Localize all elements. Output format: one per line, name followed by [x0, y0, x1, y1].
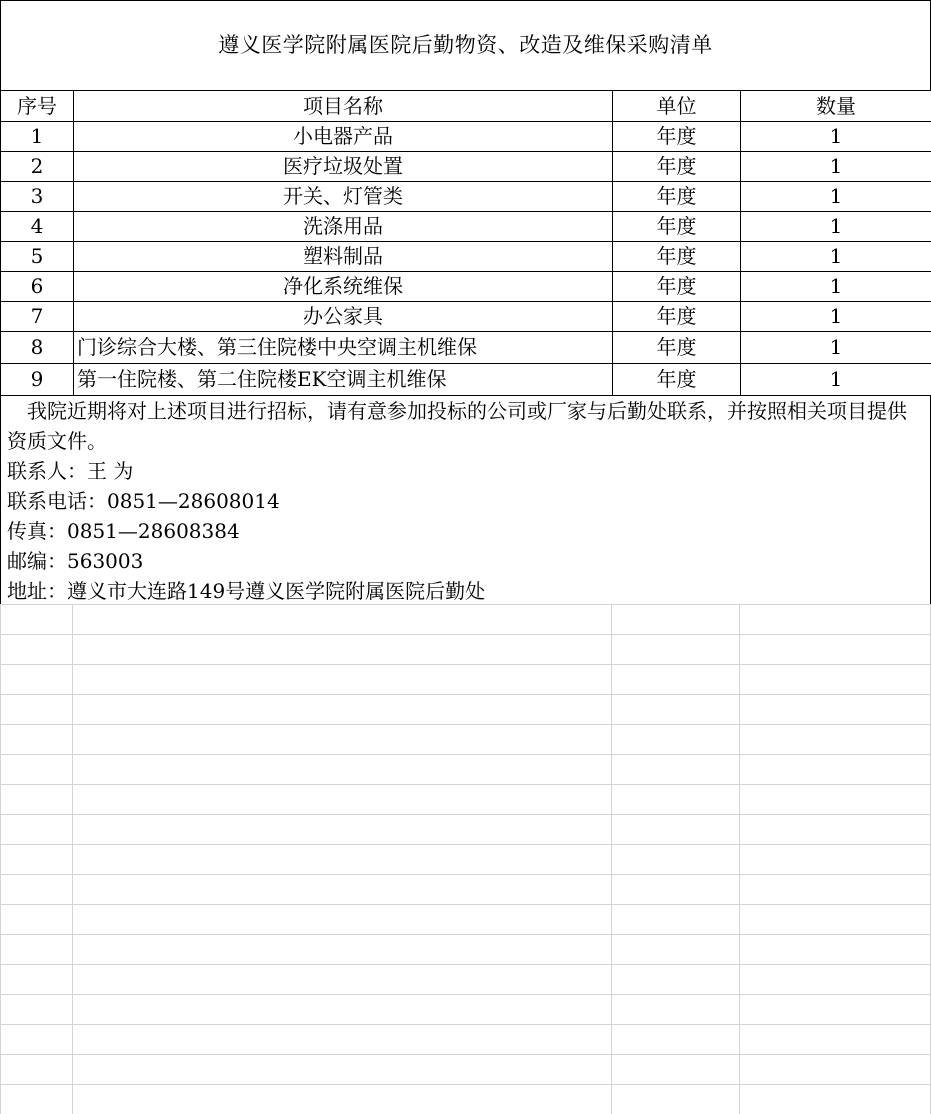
contact-fax: 传真：0851—28608384: [7, 519, 240, 543]
row-name[interactable]: 净化系统维保: [74, 272, 613, 302]
notice-cell[interactable]: [0, 396, 931, 604]
row-name[interactable]: 洗涤用品: [74, 212, 613, 242]
row-index[interactable]: 2: [1, 152, 74, 182]
row-name[interactable]: 第一住院楼、第二住院楼EK空调主机维保: [74, 364, 613, 396]
contact-person: 联系人：王 为: [7, 459, 134, 483]
header-name[interactable]: 项目名称: [74, 91, 613, 122]
row-unit[interactable]: 年度: [613, 212, 741, 242]
row-unit[interactable]: 年度: [613, 302, 741, 332]
row-index[interactable]: 9: [1, 364, 74, 396]
table-row: [1, 272, 931, 302]
table-row: [1, 152, 931, 182]
row-quantity[interactable]: 1: [741, 302, 931, 332]
row-index[interactable]: 5: [1, 242, 74, 272]
row-quantity[interactable]: 1: [741, 272, 931, 302]
row-name[interactable]: 塑料制品: [74, 242, 613, 272]
grid-column-line: [72, 604, 73, 1114]
row-index[interactable]: 6: [1, 272, 74, 302]
row-index[interactable]: 7: [1, 302, 74, 332]
row-name[interactable]: 医疗垃圾处置: [74, 152, 613, 182]
row-quantity[interactable]: 1: [741, 152, 931, 182]
header-index[interactable]: 序号: [1, 91, 74, 122]
row-quantity[interactable]: 1: [741, 212, 931, 242]
grid-column-line: [739, 604, 740, 1114]
row-unit[interactable]: 年度: [613, 122, 741, 152]
row-quantity[interactable]: 1: [741, 364, 931, 396]
grid-column-line: [611, 604, 612, 1114]
notice-paragraph: 我院近期将对上述项目进行招标，请有意参加投标的公司或厂家与后勤处联系，并按照相关项目提供资质文件。: [7, 399, 907, 453]
table-row: [1, 242, 931, 272]
contact-phone: 联系电话：0851—28608014: [7, 489, 280, 513]
row-name[interactable]: 开关、灯管类: [74, 182, 613, 212]
table-row: [1, 212, 931, 242]
grid-column-line: [0, 604, 1, 1114]
row-index[interactable]: 1: [1, 122, 74, 152]
row-quantity[interactable]: 1: [741, 122, 931, 152]
empty-cell-grid[interactable]: [0, 604, 931, 1114]
table-row: [1, 302, 931, 332]
row-index[interactable]: 4: [1, 212, 74, 242]
table-row: [1, 332, 931, 364]
document-title: 遵义医学院附属医院后勤物资、改造及维保采购清单: [218, 33, 713, 57]
row-quantity[interactable]: 1: [741, 182, 931, 212]
row-unit[interactable]: 年度: [613, 182, 741, 212]
row-unit[interactable]: 年度: [613, 242, 741, 272]
row-index[interactable]: 3: [1, 182, 74, 212]
row-name[interactable]: 小电器产品: [74, 122, 613, 152]
row-unit[interactable]: 年度: [613, 152, 741, 182]
contact-address: 地址：遵义市大连路149号遵义医学院附属医院后勤处: [7, 579, 486, 603]
row-unit[interactable]: 年度: [613, 332, 741, 364]
table-header-row: [1, 91, 931, 122]
header-quantity[interactable]: 数量: [741, 91, 931, 122]
procurement-table: [0, 90, 931, 396]
row-name[interactable]: 办公家具: [74, 302, 613, 332]
table-row: [1, 364, 931, 396]
row-unit[interactable]: 年度: [613, 364, 741, 396]
table-row: [1, 182, 931, 212]
table-row: [1, 122, 931, 152]
title-cell[interactable]: [0, 0, 931, 91]
row-unit[interactable]: 年度: [613, 272, 741, 302]
row-name[interactable]: 门诊综合大楼、第三住院楼中央空调主机维保: [74, 332, 613, 364]
row-index[interactable]: 8: [1, 332, 74, 364]
row-quantity[interactable]: 1: [741, 332, 931, 364]
row-quantity[interactable]: 1: [741, 242, 931, 272]
contact-postcode: 邮编：563003: [7, 549, 144, 573]
header-unit[interactable]: 单位: [613, 91, 741, 122]
